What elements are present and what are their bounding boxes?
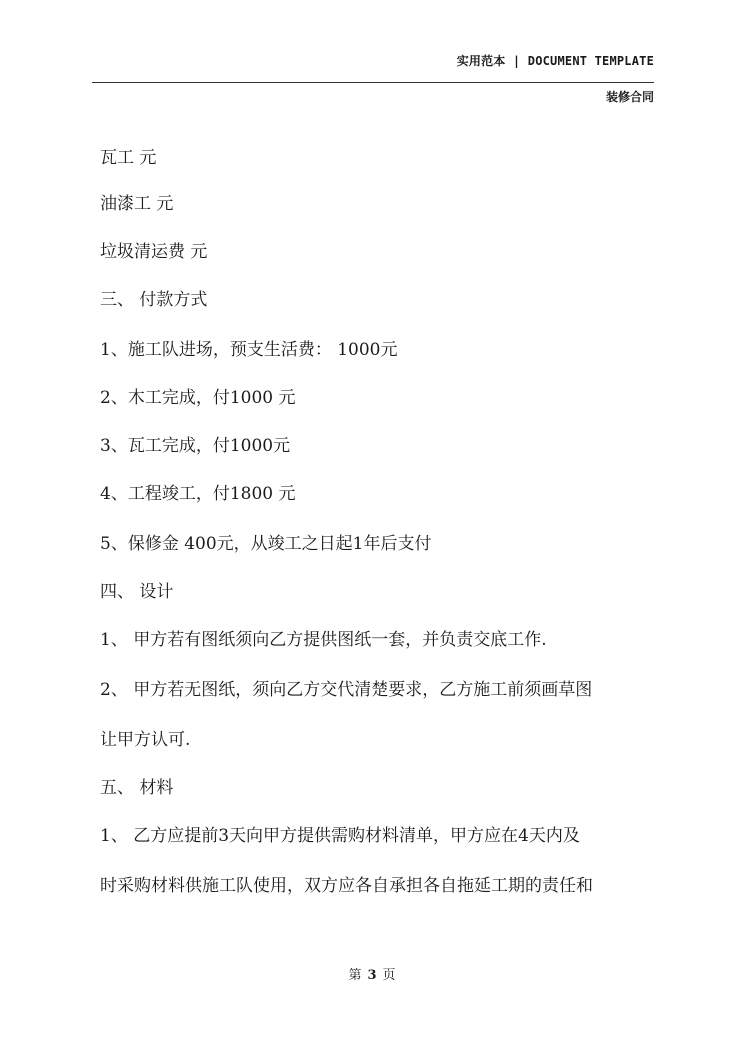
section-heading-materials: 五、 材料 xyxy=(100,778,174,798)
materials-item-1: 1、 乙方应提前3天向甲方提供需购材料清单，甲方应在4天内及 xyxy=(100,826,580,846)
section-heading-design: 四、 设计 xyxy=(100,582,174,602)
page-footer xyxy=(0,964,744,983)
body-line-mason-fee: 瓦工 元 xyxy=(100,148,157,168)
payment-item-3: 3、瓦工完成，付1000元 xyxy=(100,436,291,456)
payment-item-1: 1、施工队进场，预支生活费： 1000元 xyxy=(100,340,398,360)
design-item-1: 1、 甲方若有图纸须向乙方提供图纸一套，并负责交底工作. xyxy=(100,630,547,650)
payment-item-2: 2、木工完成，付1000 元 xyxy=(100,388,296,408)
payment-item-4: 4、工程竣工，付1800 元 xyxy=(100,484,296,504)
footer-prefix: 第 xyxy=(348,968,362,983)
body-line-waste-removal-fee: 垃圾清运费 元 xyxy=(100,242,208,262)
header-title: 实用范本 | DOCUMENT TEMPLATE xyxy=(456,54,654,68)
header-subtitle: 装修合同 xyxy=(605,90,654,104)
materials-item-1-continued: 时采购材料供施工队使用，双方应各自承担各自拖延工期的责任和 xyxy=(100,876,593,896)
body-line-painter-fee: 油漆工 元 xyxy=(100,194,174,214)
page-number: 3 xyxy=(367,968,377,983)
payment-item-5: 5、保修金 400元，从竣工之日起1年后支付 xyxy=(100,534,432,554)
design-item-2-continued: 让甲方认可. xyxy=(100,730,191,750)
section-heading-payment: 三、 付款方式 xyxy=(100,290,208,310)
header-divider xyxy=(92,82,654,83)
footer-suffix: 页 xyxy=(382,968,396,983)
design-item-2: 2、 甲方若无图纸，须向乙方交代清楚要求，乙方施工前须画草图 xyxy=(100,680,593,700)
